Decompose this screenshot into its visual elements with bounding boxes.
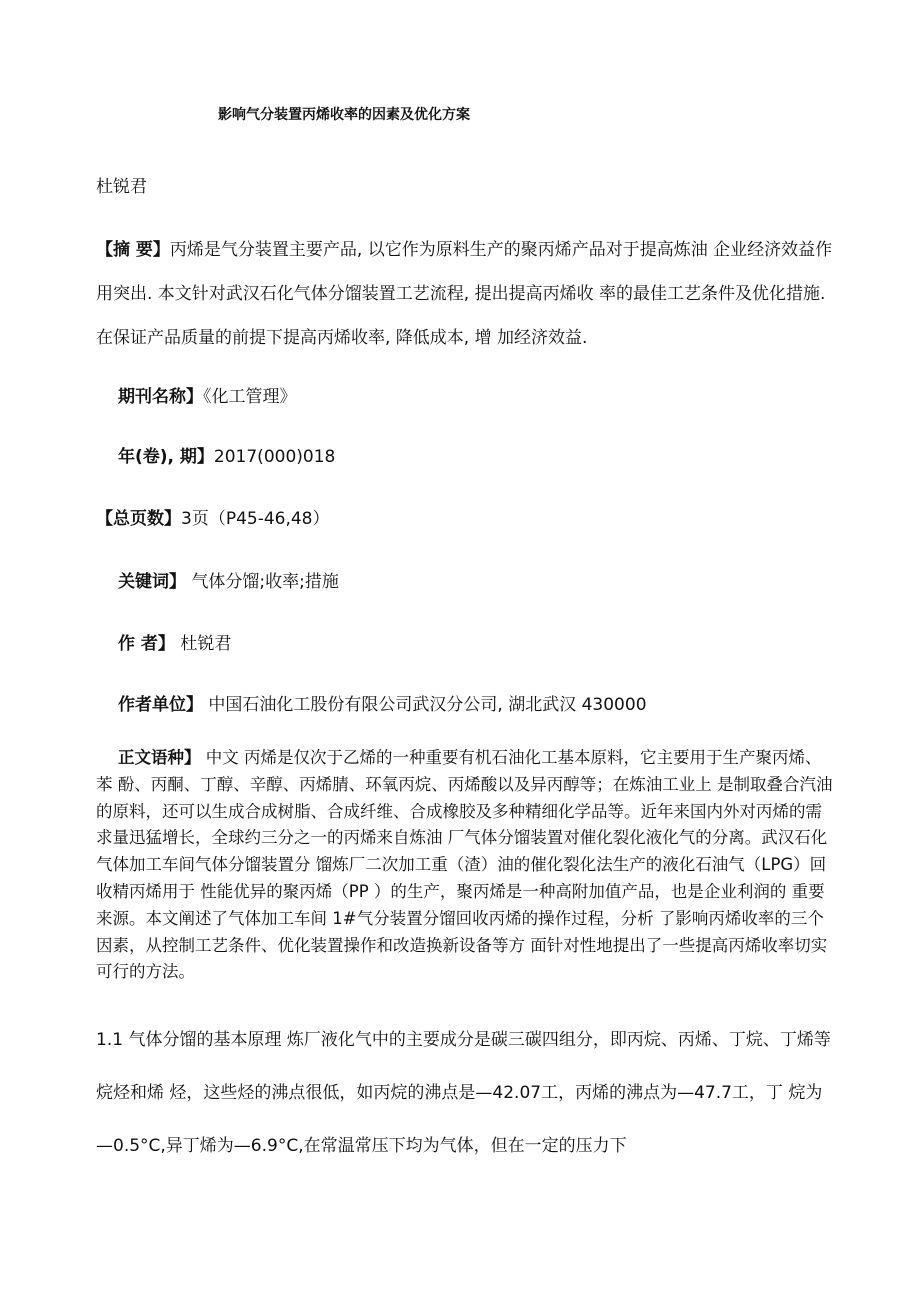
meta-journal-value: 《化工管理》	[203, 387, 297, 407]
meta-authors-label: 作 者】	[118, 634, 175, 654]
meta-issue-value: 2017(000)018	[213, 447, 336, 467]
body-paragraph	[96, 745, 836, 986]
body-language-label: 正文语种】	[118, 748, 201, 767]
body-text: 中文 丙烯是仅次于乙烯的一种重要有机石油化工基本原料，它主要用于生产聚丙烯、苯 酚、丙酮、丁醇、辛醇、丙烯腈、环氧丙烷、丙烯酸以及异丙醇等；在炼油工业上 是制取叠合汽油的原料，还可以生成合成树脂、合成纤维、合成橡胶及多种精细化学品等。近年来国内外对丙烯的需求量迅猛增长，全球约三分之一的丙烯来自炼油 厂气体分馏装置对催化裂化液化气的分离。武汉石化气体加工车间气体分馏装置分 馏炼厂二次加工重（渣）油的催化裂化法生产的液化石油气（LPG）回收精丙烯用于 性能优异的聚丙烯（PP ）的生产，聚丙烯是一种高附加值产品，也是企业利润的 重要来源。本文阐述了气体加工车间 1#气分装置分馏回收丙烯的操作过程，分析 了影响丙烯收率的三个因素，从控制工艺条件、优化装置操作和改造换新设备等方 面针对性地提出了一些提高丙烯收率切实可行的方法。	[96, 748, 833, 982]
abstract	[96, 228, 836, 360]
author-name: 杜锐君	[96, 177, 147, 197]
meta-authors-value: 杜锐君	[174, 634, 232, 654]
meta-affiliation	[118, 690, 647, 715]
meta-authors	[118, 629, 231, 654]
meta-pages-label: 【总页数】	[96, 509, 181, 529]
document-title: 影响气分装置丙烯收率的因素及优化方案	[218, 107, 470, 123]
meta-journal	[118, 382, 297, 407]
meta-keywords	[118, 567, 339, 592]
meta-keywords-value: 气体分馏;收率;措施	[186, 572, 339, 592]
meta-pages-value: 3页（P45-46,48）	[181, 509, 330, 529]
meta-pages	[96, 504, 330, 529]
meta-issue-label: 年(卷), 期】	[118, 447, 214, 467]
meta-journal-label: 期刊名称】	[118, 387, 203, 407]
meta-issue	[118, 442, 335, 467]
abstract-label: 【摘 要】	[96, 240, 170, 260]
meta-affiliation-label: 作者单位】	[118, 695, 203, 715]
section-1-1-paragraph: 1.1 气体分馏的基本原理 炼厂液化气中的主要成分是碳三碳四组分，即丙烷、丙烯、丁烷、丁烯等烷烃和烯 烃，这些烃的沸点很低，如丙烷的沸点是—42.07工，丙烯的沸点为—47.7工，丁 烷为—0.5°C,异丁烯为—6.9°C,在常温常压下均为气体，但在一定的压力下	[96, 1030, 831, 1156]
meta-keywords-label: 关键词】	[118, 572, 186, 592]
abstract-text: 丙烯是气分装置主要产品, 以它作为原料生产的聚丙烯产品对于提高炼油 企业经济效益作用突出. 本文针对武汉石化气体分馏装置工艺流程, 提出提高丙烯收 率的最佳工艺条件及优化措施. 在保证产品质量的前提下提高丙烯收率, 降低成本, 增 加经济效益.	[96, 240, 833, 348]
meta-affiliation-value: 中国石油化工股份有限公司武汉分公司, 湖北武汉 430000	[203, 695, 647, 715]
